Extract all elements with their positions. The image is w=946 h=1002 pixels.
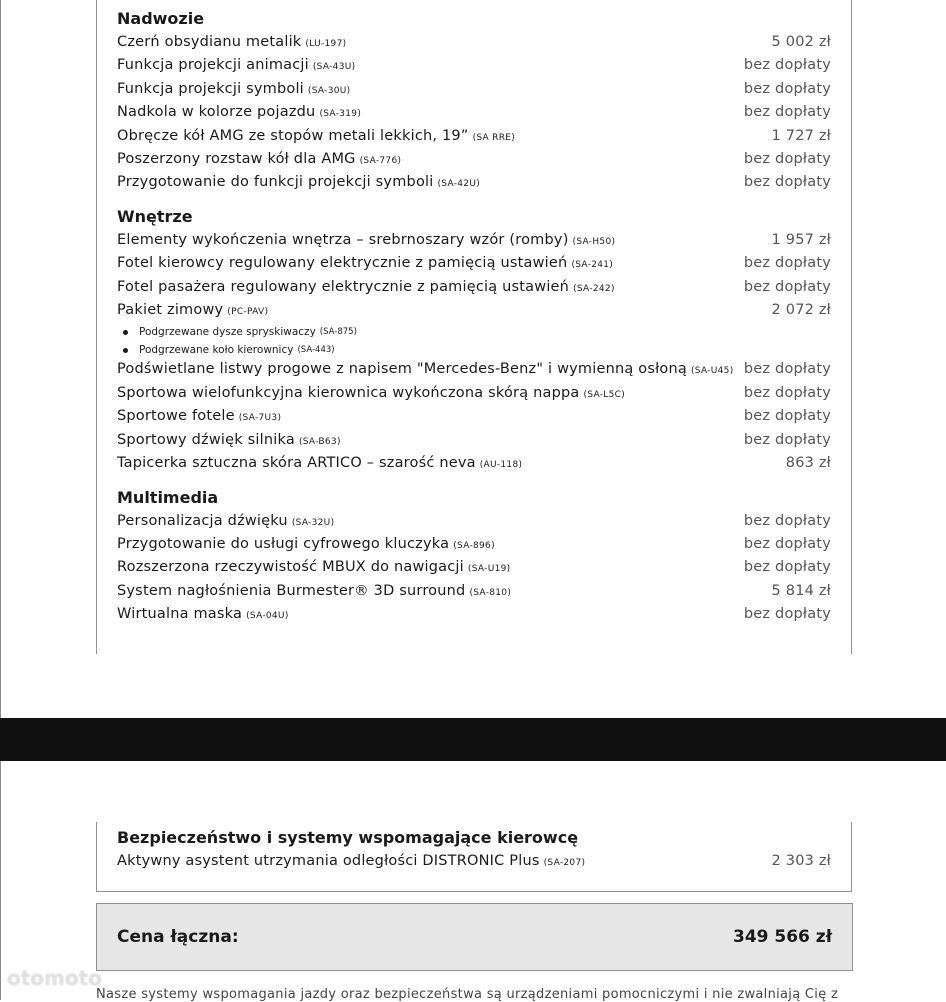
option-name: Fotel pasażera regulowany elektrycznie z pamięcią ustawień xyxy=(117,278,570,295)
option-row xyxy=(117,79,831,102)
option-name: Rozszerzona rzeczywistość MBUX do nawigacji xyxy=(117,559,464,576)
option-row xyxy=(117,604,831,627)
option-price: bez dopłaty xyxy=(743,559,831,576)
option-price: 863 zł xyxy=(785,455,831,472)
option-code: (SA-30U) xyxy=(307,85,351,96)
option-code: (SA-7U3) xyxy=(238,413,282,424)
safety-section-title: Bezpieczeństwo i systemy wspomagające kierowcę xyxy=(117,828,579,847)
option-row xyxy=(117,359,831,382)
subitem-code: (SA-443) xyxy=(297,345,335,356)
option-price: 2 303 zł xyxy=(771,853,831,869)
option-price: 1 727 zł xyxy=(771,127,831,144)
option-price: 5 814 zł xyxy=(771,582,831,599)
option-name: Sportowy dźwięk silnika xyxy=(117,431,295,448)
option-name: Podświetlane listwy progowe z napisem "Mercedes-Benz" i wymienną osłoną xyxy=(117,361,687,378)
option-price: bez dopłaty xyxy=(743,431,831,448)
option-code: (SA-242) xyxy=(573,283,615,294)
option-row xyxy=(117,383,831,406)
option-price: bez dopłaty xyxy=(743,535,831,552)
equipment-panel xyxy=(96,0,852,654)
option-code: (LU-197) xyxy=(305,39,347,49)
option-name: Personalizacja dźwięku xyxy=(117,512,288,529)
option-name: Elementy wykończenia wnętrza – srebrnoszary wzór (romby) xyxy=(117,231,569,248)
option-row xyxy=(117,557,831,580)
option-price: bez dopłaty xyxy=(743,255,831,272)
option-code: (SA RRE) xyxy=(472,132,516,143)
option-row xyxy=(117,126,831,149)
package-subitem xyxy=(117,341,831,359)
option-name: Funkcja projekcji symboli xyxy=(117,80,304,97)
option-name: System nagłośnienia Burmester® 3D surround xyxy=(117,582,466,599)
option-name: Sportowe fotele xyxy=(117,408,235,425)
option-price: bez dopłaty xyxy=(743,80,831,97)
option-row xyxy=(117,430,831,453)
option-price: bez dopłaty xyxy=(743,361,831,378)
option-price: bez dopłaty xyxy=(743,151,831,168)
option-code: (SA-207) xyxy=(543,858,586,868)
total-price-value: 349 566 zł xyxy=(732,927,832,947)
option-row xyxy=(117,32,831,55)
option-price: bez dopłaty xyxy=(743,512,831,529)
equipment-section xyxy=(117,488,831,628)
option-row xyxy=(117,300,831,323)
equipment-section xyxy=(117,9,831,196)
equipment-section xyxy=(117,207,831,477)
safety-panel xyxy=(96,822,852,892)
option-name: Funkcja projekcji animacji xyxy=(117,57,309,74)
option-name: Przygotowanie do usługi cyfrowego kluczyka xyxy=(117,535,450,552)
option-name: Przygotowanie do funkcji projekcji symboli xyxy=(117,174,434,191)
option-price: 5 002 zł xyxy=(771,34,831,50)
section-title: Nadwozie xyxy=(117,9,205,28)
page-separator-band xyxy=(0,718,946,761)
option-row xyxy=(117,230,831,253)
option-code: (SA-810) xyxy=(469,587,512,598)
bullet-icon xyxy=(123,348,128,353)
total-price-box xyxy=(96,903,853,971)
option-code: (SA-04U) xyxy=(246,611,289,622)
option-name: Wirtualna maska xyxy=(117,606,243,623)
option-code: (SA-43U) xyxy=(312,62,356,73)
option-row xyxy=(117,55,831,78)
option-code: (SA-32U) xyxy=(291,517,335,528)
option-name: Poszerzony rozstaw kół dla AMG xyxy=(117,151,356,168)
option-row xyxy=(117,277,831,300)
section-title: Wnętrze xyxy=(117,206,193,226)
option-price: bez dopłaty xyxy=(743,278,831,295)
subitem-code: (SA-875) xyxy=(319,327,357,338)
option-code: (PC-PAV) xyxy=(227,307,269,318)
option-code: (SA-H50) xyxy=(572,236,616,247)
option-row xyxy=(117,581,831,604)
option-row xyxy=(117,511,831,534)
option-row xyxy=(117,851,831,874)
option-name: Pakiet zimowy xyxy=(117,302,224,319)
option-name: Aktywny asystent utrzymania odległości DISTRONIC Plus xyxy=(117,853,540,869)
option-row xyxy=(117,253,831,276)
section-title: Multimedia xyxy=(117,487,219,507)
option-code: (SA-U45) xyxy=(690,366,734,377)
option-name: Czerń obsydianu metalik xyxy=(117,34,302,50)
option-code: (SA-42U) xyxy=(437,179,481,190)
option-name: Tapicerka sztuczna skóra ARTICO – szarość neva xyxy=(117,455,476,472)
option-code: (SA-U19) xyxy=(467,564,511,575)
document-page-bottom xyxy=(0,761,946,1000)
option-row xyxy=(117,102,831,125)
option-price: bez dopłaty xyxy=(743,174,831,191)
option-price: bez dopłaty xyxy=(743,104,831,121)
option-row xyxy=(117,453,831,476)
option-name: Fotel kierowcy regulowany elektrycznie z pamięcią ustawień xyxy=(117,255,568,272)
option-price: bez dopłaty xyxy=(743,384,831,401)
option-row xyxy=(117,149,831,172)
option-price: bez dopłaty xyxy=(743,57,831,74)
watermark-logo: otomoto xyxy=(7,966,102,990)
option-price: 1 957 zł xyxy=(771,231,831,248)
package-subitem xyxy=(117,323,831,341)
option-row xyxy=(117,406,831,429)
option-code: (SA-L5C) xyxy=(583,389,626,400)
subitem-name: Podgrzewane dysze spryskiwaczy xyxy=(139,326,316,339)
subitem-name: Podgrzewane koło kierownicy xyxy=(139,344,294,357)
option-name: Sportowa wielofunkcyjna kierownica wykończona skórą nappa xyxy=(117,384,580,401)
footnote-text: Nasze systemy wspomagania jazdy oraz bezpieczeństwa są urządzeniami pomocniczymi i nie zwalniają Cię z xyxy=(96,987,839,1002)
option-code: (SA-B63) xyxy=(298,436,341,447)
bullet-icon xyxy=(123,330,128,335)
option-row xyxy=(117,172,831,195)
option-price: bez dopłaty xyxy=(743,606,831,623)
option-code: (SA-241) xyxy=(571,260,614,271)
option-code: (SA-319) xyxy=(319,109,362,120)
equipment-sections xyxy=(117,9,831,628)
option-code: (SA-896) xyxy=(453,540,495,551)
option-code: (SA-776) xyxy=(359,156,402,167)
option-code: (AU-118) xyxy=(479,460,523,471)
option-name: Nadkola w kolorze pojazdu xyxy=(117,104,316,121)
option-row xyxy=(117,534,831,557)
option-name: Obręcze kół AMG ze stopów metali lekkich, 19” xyxy=(117,127,469,144)
option-price: bez dopłaty xyxy=(743,408,831,425)
option-price: 2 072 zł xyxy=(771,302,831,319)
total-price-label: Cena łączna: xyxy=(117,927,239,947)
